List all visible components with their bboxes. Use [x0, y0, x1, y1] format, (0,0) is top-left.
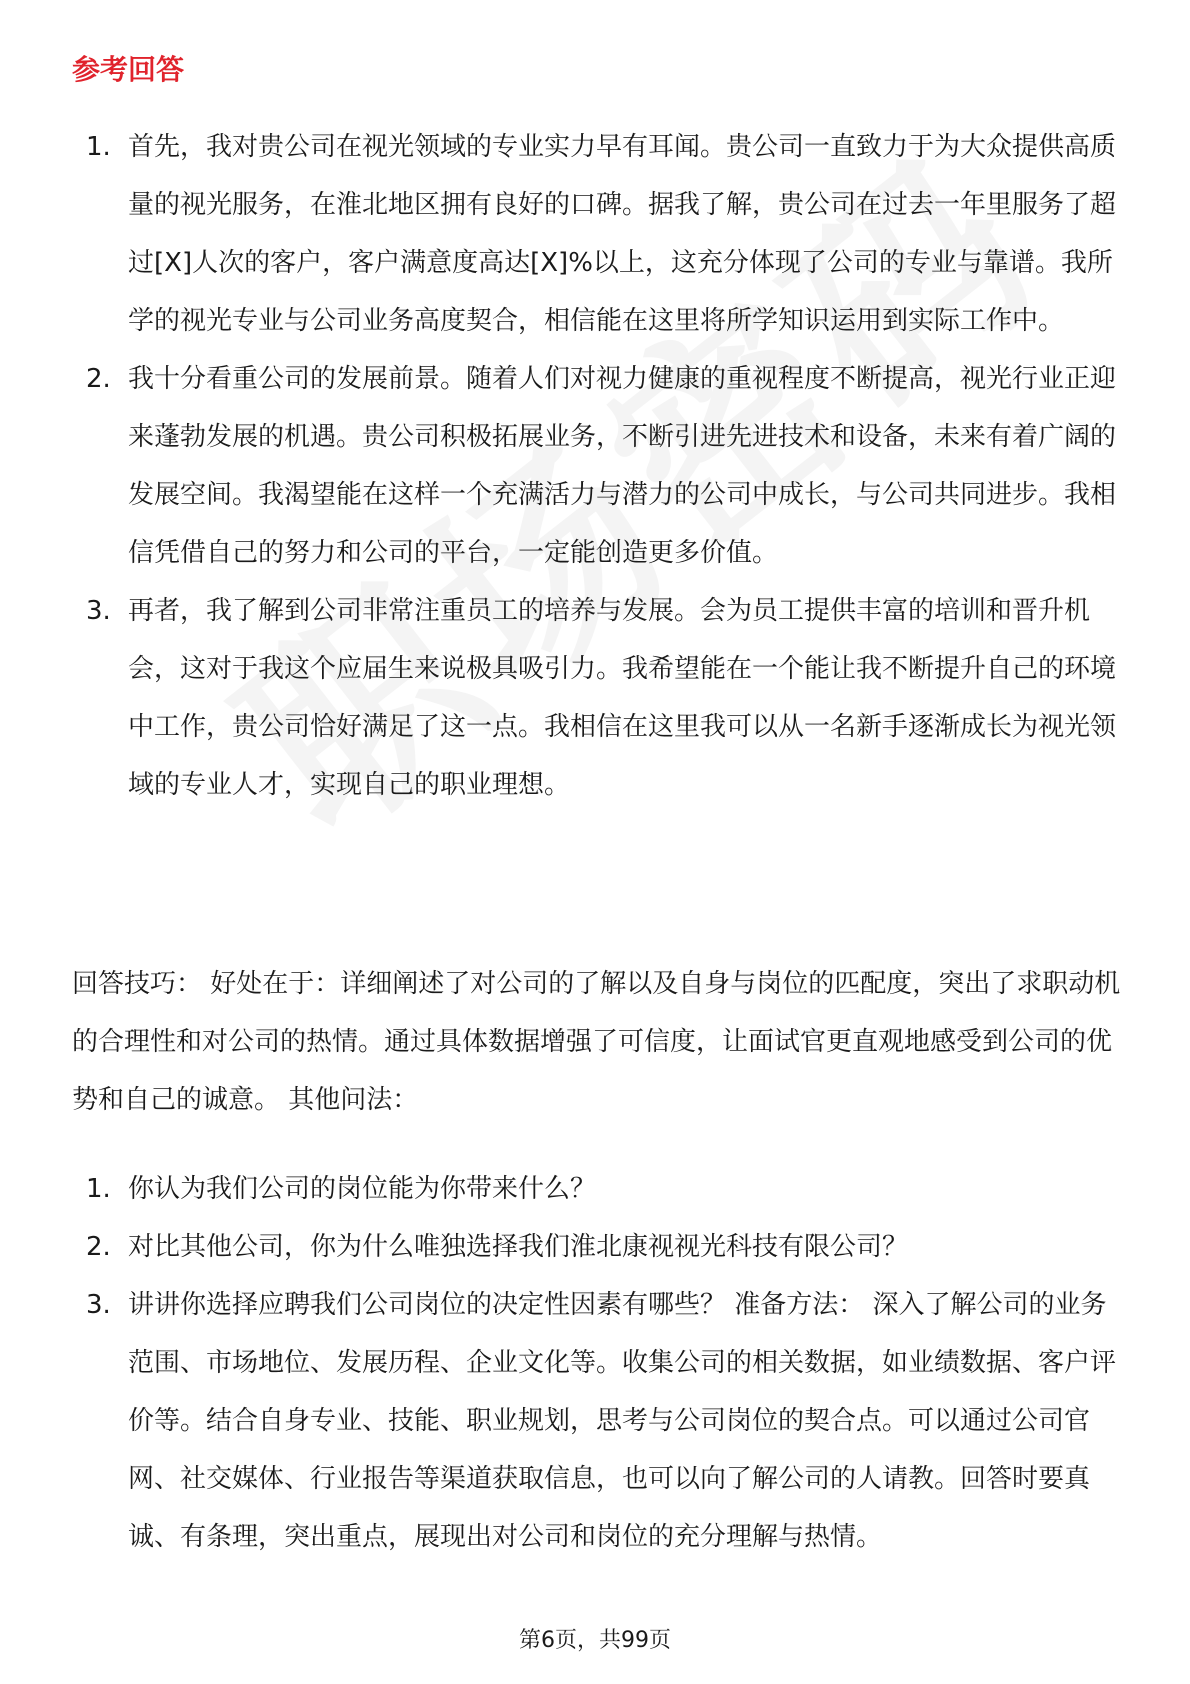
- list-item: [72, 582, 1122, 814]
- answer-list: [72, 118, 1122, 814]
- answer-tips-paragraph: 回答技巧： 好处在于：详细阐述了对公司的了解以及自身与岗位的匹配度，突出了求职动机的合理性和对公司的热情。通过具体数据增强了可信度，让面试官更直观地感受到公司的优势和自己的诚意。 其他问法：: [72, 969, 1121, 1115]
- list-item: [72, 1276, 1122, 1566]
- list-item: [72, 1160, 1122, 1218]
- list-item-number: 2.: [86, 1232, 111, 1262]
- list-item: [72, 350, 1122, 582]
- section-heading: 参考回答: [72, 53, 185, 86]
- list-item-number: 3.: [86, 1290, 111, 1320]
- list-item-text: 你认为我们公司的岗位能为你带来什么？: [128, 1174, 597, 1204]
- list-item-number: 1.: [86, 1174, 111, 1204]
- list-item-number: 3.: [86, 596, 111, 626]
- list-item-text: 对比其他公司，你为什么唯独选择我们淮北康视视光科技有限公司？: [128, 1232, 909, 1262]
- list-item-text: 再者，我了解到公司非常注重员工的培养与发展。会为员工提供丰富的培训和晋升机会，这对于我这个应届生来说极具吸引力。我希望能在一个能让我不断提升自己的环境中工作，贵公司恰好满足了这一点。我相信在这里我可以从一名新手逐渐成长为视光领域的专业人才，实现自己的职业理想。: [128, 596, 1117, 800]
- page-number-footer: 第6页，共99页: [519, 1628, 671, 1653]
- list-item: [72, 1218, 1122, 1276]
- list-item-number: 2.: [86, 364, 111, 394]
- list-item: [72, 118, 1122, 350]
- list-item-text: 首先，我对贵公司在视光领域的专业实力早有耳闻。贵公司一直致力于为大众提供高质量的视光服务，在淮北地区拥有良好的口碑。据我了解，贵公司在过去一年里服务了超过[X]人次的客户，客户满意度高达[X]%以上，这充分体现了公司的专业与靠谱。我所学的视光专业与公司业务高度契合，相信能在这里将所学知识运用到实际工作中。: [128, 132, 1117, 336]
- list-item-text: 讲讲你选择应聘我们公司岗位的决定性因素有哪些？ 准备方法： 深入了解公司的业务范围、市场地位、发展历程、企业文化等。收集公司的相关数据，如业绩数据、客户评价等。结合自身专业、技能、职业规划，思考与公司岗位的契合点。可以通过公司官网、社交媒体、行业报告等渠道获取信息，也可以向了解公司的人请教。回答时要真诚、有条理，突出重点，展现出对公司和岗位的充分理解与热情。: [128, 1290, 1117, 1552]
- other-questions-list: [72, 1160, 1122, 1566]
- list-item-text: 我十分看重公司的发展前景。随着人们对视力健康的重视程度不断提高，视光行业正迎来蓬勃发展的机遇。贵公司积极拓展业务，不断引进先进技术和设备，未来有着广阔的发展空间。我渴望能在这样一个充满活力与潜力的公司中成长，与公司共同进步。我相信凭借自己的努力和公司的平台，一定能创造更多价值。: [128, 364, 1117, 568]
- list-item-number: 1.: [86, 132, 111, 162]
